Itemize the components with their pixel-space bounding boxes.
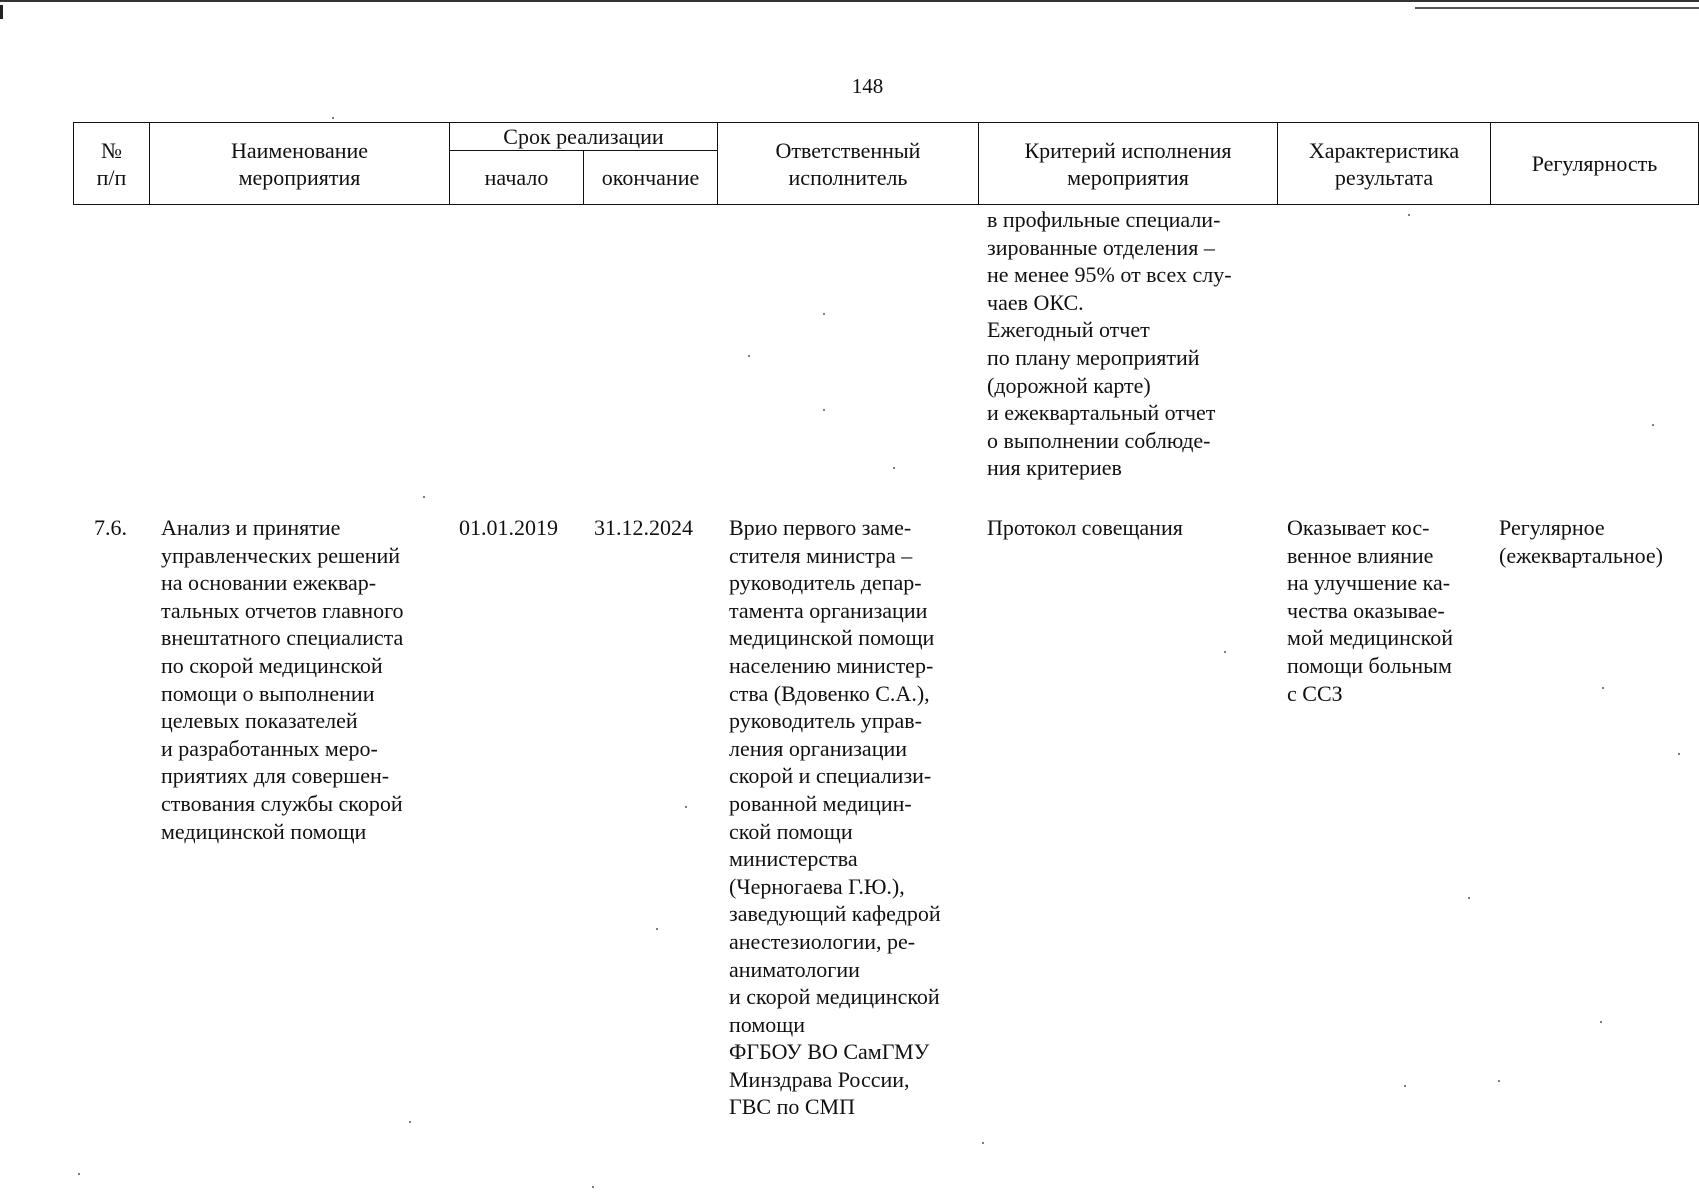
header-start: начало — [450, 151, 584, 205]
header-end: окончание — [584, 151, 718, 205]
scan-speck — [423, 496, 425, 498]
row-responsible: Врио первого заме- стителя министра – руководитель депар- тамента организации медицинской помощи населению министер- ства (Вдовенко С.А.), руководитель управ- ления организации скорой и специализи- рованной медицин- ской помощи министерства (Черногаева Г.Ю.), заведующий кафедрой анестезиологии, ре- аниматологии и скорой медицинской помощи ФГБОУ ВО СамГМУ Минздрава России, ГВС по СМП — [729, 515, 941, 1120]
row-regularity: Регулярное (ежеквартальное) — [1499, 515, 1664, 568]
continuation-criterion: в профильные специали- зированные отделения – не менее 95% от всех слу- чаев ОКС. Ежегодный отчет по плану мероприятий (дорожной карте) и ежеквартальный отчет о выполнении соблюде- ния критериев — [987, 207, 1232, 481]
scan-speck — [1408, 214, 1410, 216]
header-responsible: Ответственный исполнитель — [718, 123, 979, 205]
header-term: Срок реализации — [450, 123, 718, 151]
scan-speck — [1404, 1085, 1406, 1087]
row-criterion: Протокол совещания — [987, 515, 1183, 540]
row-end-date: 31.12.2024 — [594, 515, 693, 540]
scan-speck — [823, 313, 825, 315]
scan-speck — [823, 409, 825, 411]
row-name: Анализ и принятие управленческих решений на основании ежеквар- тальных отчетов главного внештатного специалиста по скорой медицинской помощи о выполнении целевых показателей и разработанных меро- приятиях для совершен- ствования службы скорой медицинской помощи — [161, 515, 404, 844]
scan-top-rule — [0, 0, 1699, 2]
scan-speck — [1602, 687, 1604, 689]
row-start-date: 01.01.2019 — [459, 515, 558, 540]
scan-speck — [748, 355, 750, 357]
scan-speck — [893, 467, 895, 469]
header-name: Наименование мероприятия — [150, 123, 450, 205]
scan-speck — [685, 806, 687, 808]
scan-speck — [1468, 897, 1470, 899]
header-result: Характеристика результата — [1278, 123, 1491, 205]
scan-speck — [592, 1186, 594, 1188]
header-regularity: Регулярность — [1491, 123, 1699, 205]
scan-top-rule-right — [1415, 7, 1699, 9]
scan-speck — [1224, 651, 1226, 653]
scan-speck — [78, 1173, 80, 1175]
page-number: 148 — [851, 74, 884, 98]
scan-speck — [982, 1142, 984, 1144]
header-criterion: Критерий исполнения мероприятия — [979, 123, 1278, 205]
scan-speck — [409, 1121, 411, 1123]
scan-speck — [1498, 1080, 1500, 1082]
row-number: 7.6. — [94, 515, 127, 540]
scan-speck — [332, 117, 334, 119]
scan-speck — [1600, 1021, 1602, 1023]
scan-speck — [656, 928, 658, 930]
header-num: № п/п — [74, 123, 150, 205]
row-result: Оказывает кос- венное влияние на улучшение ка- чества оказывае- мой медицинской помощи больным с ССЗ — [1287, 515, 1453, 706]
table-header — [73, 122, 1699, 205]
scan-speck — [1678, 753, 1680, 755]
scan-speck — [1652, 424, 1654, 426]
scan-edge-mark — [0, 5, 3, 19]
